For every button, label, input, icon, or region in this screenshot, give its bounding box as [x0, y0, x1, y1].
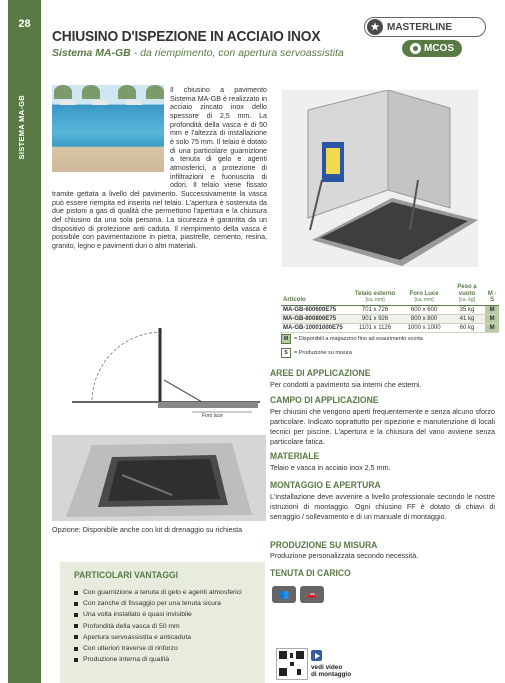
list-item: Una volta installato è quasi invisibile: [74, 609, 242, 620]
list-item: Produzione interna di qualità: [74, 654, 242, 665]
cell-peso: 35 kg: [449, 305, 486, 314]
bullet-icon: [74, 658, 78, 662]
text-montaggio: L'installazione deve avvenire a livello professionale secondo le nostre istruzioni di montaggio. Ogni chiusino FF è dotato di chiavi di serraggio / sollevamento e di un manuale di montaggio.: [270, 492, 495, 521]
page-title: CHIUSINO D'ISPEZIONE IN ACCIAIO INOX: [52, 28, 321, 45]
side-section-label: SISTEMA MA-GB: [17, 95, 26, 160]
col-articolo: Articolo: [281, 283, 351, 305]
heading-materiale: MATERIALE: [270, 451, 320, 462]
cell-articolo: MA-GB-10001000E75: [281, 323, 351, 332]
option-caption: Opzione: Disponibile anche con kit di drenaggio su richiesta: [52, 525, 243, 534]
table-row: [281, 323, 499, 332]
bullet-icon: [74, 591, 78, 595]
cell-telaio: 701 x 726: [351, 305, 400, 314]
masterline-label: MASTERLINE: [387, 21, 452, 33]
list-item: Con zanche di fissaggio per una tenuta sicura: [74, 598, 242, 609]
mcos-logo-icon: [410, 43, 421, 54]
bullet-icon: [74, 647, 78, 651]
text-campo-applicazione: Per chiusini che vengono aperti frequentemente e senza alcuno sforzo particolare. Indicato soprattutto per ispezione e manutenzione di locali tecnici per piscine. L'apertura e la chiusura del vano avviene senza particolare fatica.: [270, 407, 495, 446]
cell-availability: M: [485, 305, 499, 314]
cell-articolo: MA-GB-800800E75: [281, 314, 351, 323]
legend-s-box: S: [281, 348, 291, 358]
load-icons: [272, 586, 324, 603]
text-aree-applicazione: Per condotti a pavimento sia interni che esterni.: [270, 380, 422, 389]
cell-peso: 41 kg: [449, 314, 486, 323]
star-icon: ★: [367, 19, 383, 35]
cell-foro: 1000 x 1000: [400, 323, 449, 332]
vehicle-load-icon: 🚗: [300, 586, 324, 603]
cell-telaio: 1101 x 1126: [351, 323, 400, 332]
video-link[interactable]: [311, 664, 351, 678]
cell-availability: M: [485, 323, 499, 332]
hatch-open-illustration: [52, 435, 266, 521]
qr-code-icon[interactable]: [276, 648, 308, 680]
col-foro: Foro Luce [ca. mm]: [400, 283, 449, 305]
foro-luce-label: Foro luce: [202, 413, 223, 418]
col-peso: Peso a vuoto [ca. kg]: [449, 283, 486, 305]
list-item: Profondità della vasca di 50 mm: [74, 621, 242, 632]
legend-m: [281, 334, 423, 344]
table-row: [281, 305, 499, 314]
heading-produzione: PRODUZIONE SU MISURA: [270, 540, 378, 551]
video-label-line1: vedi video: [311, 664, 343, 671]
mcos-badge: [402, 40, 462, 57]
heading-montaggio: MONTAGGIO E APERTURA: [270, 480, 381, 491]
vantaggi-title: PARTICOLARI VANTAGGI: [74, 570, 179, 581]
heading-campo-applicazione: CAMPO DI APPLICAZIONE: [270, 395, 379, 406]
intro-text-block: [52, 86, 267, 250]
bullet-icon: [74, 635, 78, 639]
play-video-icon[interactable]: [311, 650, 322, 661]
vantaggi-list: [74, 587, 242, 665]
spec-table-header: [281, 283, 499, 305]
text-produzione: Produzione personalizzata secondo necessità.: [270, 551, 419, 560]
list-item: Apertura servoassistita e anticaduta: [74, 632, 242, 643]
installed-hatch-photo: [52, 435, 266, 521]
page-number: 28: [18, 18, 31, 30]
masterline-badge: [364, 17, 486, 37]
list-item: Con guarnizione a tenuta di gelo e agenti atmosferici: [74, 587, 242, 598]
legend-m-box: M: [281, 334, 291, 344]
cell-foro: 600 x 600: [400, 305, 449, 314]
hatch-illustration: [282, 90, 478, 267]
product-photo: [282, 90, 478, 267]
bullet-icon: [74, 624, 78, 628]
heading-tenuta-carico: TENUTA DI CARICO: [270, 568, 351, 579]
legend-m-text: = Disponibili a magazzino fino ad esaurimento scorta: [294, 336, 423, 342]
bullet-icon: [74, 602, 78, 606]
table-row: [281, 314, 499, 323]
intro-text: Il chiusino a pavimento Sistema MA-GB è realizzato in acciaio zincato inox dello spessore di 2,5 mm. La profondità della vasca è di 50 mm e l'altezza di installazione è solo 75 mm. Il telaio è dotato di una particolare guarnizione a tenuta di gelo e agenti atmosferici, a protezione di infiltrazioni e fuoriuscita di odori. Il telaio viene fissato tramite gettata a livello del pavimento. Successivamente la vasca può essere riempita ed inserita nel telaio. L'apertura è sostenuta da due pistoni a gas di qualità che permettono l'apertura e la chiusura del chiusino da una sola persona. La sicurezza è garantita da un dispositivo di protezione anti caduta. Il riempimento della vasca è possibile con pavimentazione in pietra, piastrelle, cemento, resina, granito, legno e pavimenti duri o altri materiali.: [52, 86, 267, 250]
pedestrian-load-icon: 👥: [272, 586, 296, 603]
cell-telaio: 901 x 926: [351, 314, 400, 323]
subtitle-description: - da riempimento, con apertura servoassistita: [130, 47, 344, 59]
heading-aree-applicazione: AREE DI APPLICAZIONE: [270, 368, 371, 379]
cell-foro: 800 x 800: [400, 314, 449, 323]
photo-spacer: [52, 86, 170, 182]
legend-s: [281, 348, 352, 358]
cell-articolo: MA-GB-600600E75: [281, 305, 351, 314]
spec-table: [281, 283, 499, 333]
subtitle-system: Sistema MA-GB: [52, 47, 131, 59]
mcos-label: MCOS: [424, 43, 454, 54]
section-diagram: [52, 310, 266, 418]
video-label-line2: di montaggio: [311, 671, 352, 678]
bullet-icon: [74, 613, 78, 617]
col-ms: M - S: [485, 283, 499, 305]
page-subtitle: [52, 47, 344, 59]
text-materiale: Telaio e vasca in acciaio inox 2,5 mm.: [270, 463, 391, 472]
col-telaio: Telaio esterno [ca. mm]: [351, 283, 400, 305]
list-item: Con ulteriori traverse di rinforzo: [74, 643, 242, 654]
legend-s-text: = Produzione su misura: [294, 350, 352, 356]
cell-peso: 60 kg: [449, 323, 486, 332]
technical-drawing: [52, 310, 266, 418]
cell-availability: M: [485, 314, 499, 323]
